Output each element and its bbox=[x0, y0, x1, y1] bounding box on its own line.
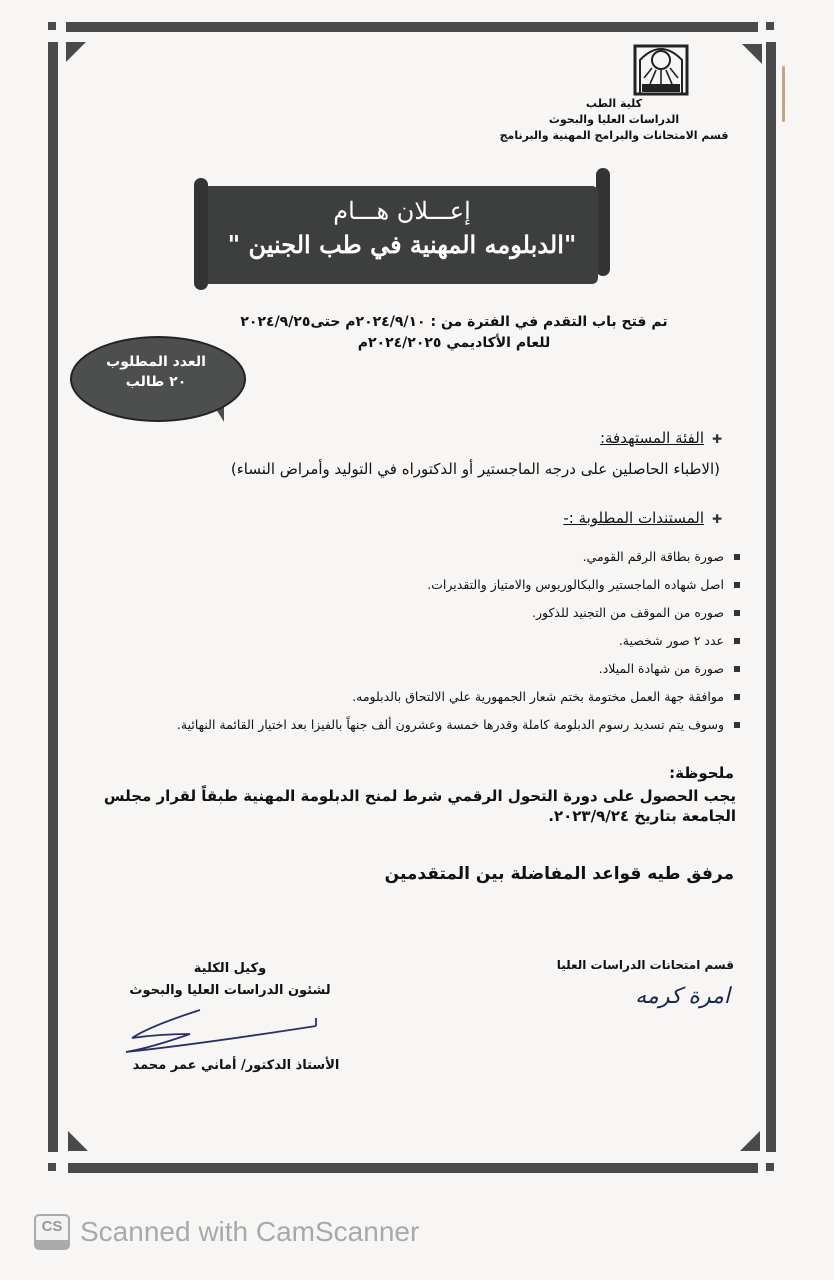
camscanner-watermark bbox=[34, 1214, 419, 1250]
academic-year: للعام الأكاديمي ٢٠٢٤/٢٠٢٥م bbox=[357, 335, 551, 351]
note-text: يجب الحصول على دورة التحول الرقمي شرط لمنح الدبلومة المهنية طبقاً لقرار مجلس الجامعة بتاريخ ٢٠٢٣/٩/٢٤. bbox=[103, 787, 736, 825]
list-item: وسوف يتم تسديد رسوم الدبلومة كاملة وقدرها خمسة وعشرون ألف جنهاً بالفيزا بعد اختيار القائمة النهائية. bbox=[100, 711, 740, 739]
vice-dean-portfolio: لشئون الدراسات العليا والبحوث bbox=[129, 983, 331, 998]
frame-corner-triangle bbox=[68, 1131, 88, 1151]
hand-pointer-icon: ✚ bbox=[711, 431, 722, 446]
frame-corner-square bbox=[766, 1163, 774, 1171]
frame-corner-square bbox=[48, 1163, 56, 1171]
list-item: عدد ٢ صور شخصية. bbox=[100, 627, 740, 655]
hand-pointer-icon: ✚ bbox=[711, 511, 722, 526]
required-documents-list bbox=[100, 543, 740, 739]
target-group-text: (الاطباء الحاصلين على درجه الماجستير أو الدكتوراه في التوليد وأمراض النساء) bbox=[230, 460, 720, 478]
frame-corner-square bbox=[766, 22, 774, 30]
list-item: صورة بطاقة الرقم القومي. bbox=[100, 543, 740, 571]
scan-edge-mark bbox=[782, 66, 785, 122]
banner-subtitle: "الدبلومه المهنية في طب الجنين " bbox=[227, 230, 577, 259]
vice-dean-block bbox=[110, 958, 350, 1002]
attachment-notice: مرفق طيه قواعد المفاضلة بين المتقدمين bbox=[384, 864, 734, 884]
frame-corner-square bbox=[48, 22, 56, 30]
exams-dept-title: قسم امتحانات الدراسات العليا bbox=[556, 958, 734, 972]
frame-corner-triangle bbox=[742, 44, 762, 64]
note-label: ملحوظة: bbox=[669, 764, 734, 782]
frame-corner-triangle bbox=[66, 42, 86, 62]
institution-header bbox=[484, 96, 744, 144]
department-name: قسم الامتحانات والبرامج المهنية والبرنامج bbox=[499, 129, 729, 142]
list-item: صوره من الموقف من التجنيد للذكور. bbox=[100, 599, 740, 627]
scroll-roll-left bbox=[194, 178, 208, 290]
frame-right-bar bbox=[766, 42, 776, 1152]
frame-bottom-bar bbox=[68, 1163, 758, 1173]
exams-dept-handwritten-signature: امرة كرمه bbox=[635, 984, 730, 1009]
list-item: اصل شهاده الماجستير والبكالوريوس والامتياز والتقديرات. bbox=[100, 571, 740, 599]
banner-title: إعـــلان هـــام bbox=[333, 197, 471, 225]
required-count-label: العدد المطلوب bbox=[106, 354, 206, 370]
frame-left-bar bbox=[48, 42, 58, 1152]
application-period bbox=[174, 312, 734, 354]
list-item: صورة من شهادة الميلاد. bbox=[100, 655, 740, 683]
faculty-name: كلية الطب bbox=[585, 97, 643, 110]
unit-name: الدراسات العليا والبحوث bbox=[548, 113, 680, 126]
required-documents-heading: ✚المستندات المطلوبة :- bbox=[563, 509, 722, 527]
vice-dean-title: وكيل الكلية bbox=[193, 961, 267, 976]
scroll-roll-right bbox=[596, 168, 610, 276]
assiut-university-logo-icon bbox=[632, 40, 690, 96]
frame-top-bar bbox=[66, 22, 758, 32]
vice-dean-signature-icon bbox=[120, 1004, 330, 1060]
required-count-bubble bbox=[70, 336, 242, 420]
target-group-heading: ✚الفئة المستهدفة: bbox=[599, 429, 722, 447]
camscanner-logo-icon: CS bbox=[34, 1214, 70, 1250]
required-count-value: ٢٠ طالب bbox=[125, 374, 187, 390]
vice-dean-name: الأستاذ الدكتور/ أماني عمر محمد bbox=[132, 1058, 340, 1073]
list-item: موافقة جهة العمل مختومة بختم شعار الجمهورية علي الالتحاق بالدبلومه. bbox=[100, 683, 740, 711]
period-dates: تم فتح باب التقدم في الفترة من : ٢٠٢٤/٩/١٠م حتى٢٠٢٤/٩/٢٥ bbox=[240, 314, 668, 330]
watermark-text: Scanned with CamScanner bbox=[80, 1216, 420, 1247]
announcement-banner bbox=[194, 168, 610, 294]
frame-corner-triangle bbox=[740, 1131, 760, 1151]
